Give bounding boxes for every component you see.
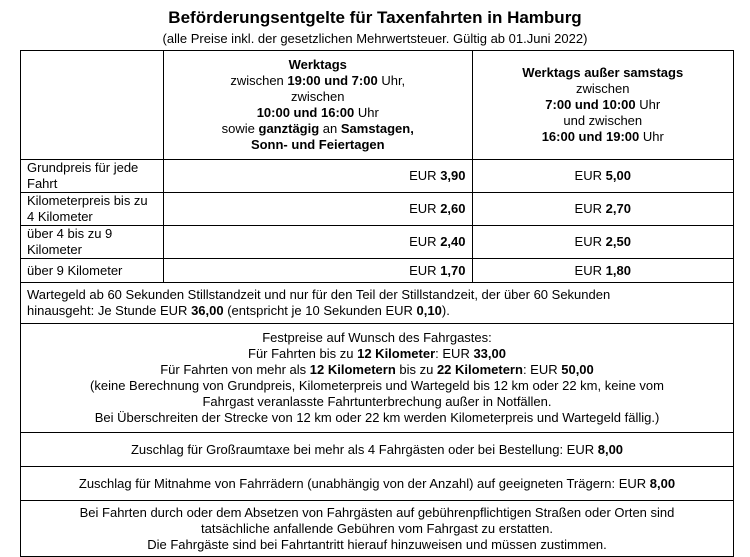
fixed-price-text: (keine Berechnung von Grundpreis, Kilometerpreis und Wartegeld bis 12 km oder 22 km, keine vom xyxy=(90,378,664,393)
toll-note-text: tatsächliche anfallende Gebühren vom Fahrgast zu erstatten. xyxy=(201,520,553,536)
row-label: Kilometerpreis bis zu 4 Kilometer xyxy=(21,193,164,226)
price-cell xyxy=(164,226,473,259)
surcharge-bicycle-cell xyxy=(21,467,734,501)
row-label: über 4 bis zu 9 Kilometer xyxy=(21,226,164,259)
waiting-fee-price: 0,10 xyxy=(416,303,442,318)
table-row xyxy=(21,193,734,226)
fixed-price-text: Fahrgast veranlasste Fahrtunterbrechung außer in Notfällen. xyxy=(202,394,552,409)
surcharge-large-taxi-row xyxy=(21,433,734,467)
fixed-price-text: bis zu xyxy=(395,362,437,377)
surcharge-text: Zuschlag für Großraumtaxe bei mehr als 4 Fahrgästen oder bei Bestellung: EUR xyxy=(130,441,598,457)
surcharge-price: 8,00 xyxy=(649,475,676,491)
col1-text: Uhr xyxy=(354,105,379,120)
toll-note-row xyxy=(21,501,734,557)
surcharge-text: Zuschlag für Mitnahme von Fahrrädern (unabhängig von der Anzahl) auf geeigneten Trägern: EUR xyxy=(78,475,650,491)
waiting-fee-cell xyxy=(21,283,734,324)
fixed-price-row xyxy=(21,324,734,433)
col1-text: Uhr, xyxy=(377,73,406,88)
fixed-price-text: Festpreise auf Wunsch des Fahrgastes: xyxy=(262,330,492,345)
waiting-fee-text: ). xyxy=(441,303,450,318)
col1-text: sowie xyxy=(221,121,259,136)
currency-label: EUR xyxy=(409,262,437,278)
fixed-price-text: : EUR xyxy=(435,346,474,361)
price-cell xyxy=(472,259,734,283)
price-value: 2,60 xyxy=(440,201,466,216)
currency-label: EUR xyxy=(574,201,602,216)
fixed-price-distance: 12 Kilometern xyxy=(309,362,396,377)
fixed-price-text: : EUR xyxy=(522,362,562,377)
col1-text: an xyxy=(319,121,341,136)
waiting-fee-text: hinausgeht: Je Stunde EUR xyxy=(27,303,192,318)
table-row xyxy=(21,160,734,193)
header-row xyxy=(21,51,734,160)
currency-label: EUR xyxy=(574,168,602,183)
currency-label: EUR xyxy=(409,168,437,183)
row-label: über 9 Kilometer xyxy=(21,259,164,283)
price-cell xyxy=(472,160,734,193)
price-value: 3,90 xyxy=(440,168,466,183)
table-row xyxy=(21,226,734,259)
col1-emph: ganztägig xyxy=(258,121,320,136)
col1-time: 19:00 und 7:00 xyxy=(287,73,378,88)
waiting-fee-text: (entspricht je 10 Sekunden EUR xyxy=(223,303,417,318)
waiting-fee-row xyxy=(21,283,734,324)
col1-text: zwischen xyxy=(291,89,345,104)
waiting-fee-text: Wartegeld ab 60 Sekunden Stillstandzeit und nur für den Teil der Stillstandzeit, der über 60 Sekunden xyxy=(27,287,611,302)
col2-text: Uhr xyxy=(635,97,661,112)
col2-heading: Werktags außer samstags xyxy=(522,65,684,80)
col1-emph: Samstagen, xyxy=(340,121,414,136)
fixed-price-distance: 22 Kilometern xyxy=(436,362,523,377)
tariff-table xyxy=(20,50,734,557)
price-value: 1,70 xyxy=(440,262,466,278)
col2-text: Uhr xyxy=(639,129,664,144)
price-cell xyxy=(164,160,473,193)
header-col-weekday-peak xyxy=(472,51,734,160)
toll-note-cell xyxy=(21,501,734,557)
price-cell xyxy=(472,193,734,226)
price-value: 2,70 xyxy=(605,201,631,216)
page-title: Beförderungsentgelte für Taxenfahrten in Hamburg xyxy=(168,8,582,27)
price-value: 2,40 xyxy=(440,234,466,249)
col1-heading: Werktags xyxy=(288,57,347,72)
col1-text: zwischen xyxy=(230,73,288,88)
fixed-price-text: Bei Überschreiten der Strecke von 12 km oder 22 km werden Kilometerpreis und Wartegeld fällig.) xyxy=(94,410,660,425)
fixed-price-cell xyxy=(21,324,734,433)
currency-label: EUR xyxy=(574,262,602,278)
price-value: 2,50 xyxy=(605,234,631,249)
col2-time: 7:00 und 10:00 xyxy=(545,97,636,112)
waiting-fee-price: 36,00 xyxy=(191,303,224,318)
toll-note-text: Die Fahrgäste sind bei Fahrtantritt hierauf hinzuweisen und müssen zustimmen. xyxy=(147,536,607,552)
currency-label: EUR xyxy=(409,234,437,249)
fixed-price-value: 50,00 xyxy=(561,362,594,377)
currency-label: EUR xyxy=(574,234,602,249)
col1-emph: Sonn- und Feiertagen xyxy=(250,137,385,152)
col1-time: 10:00 und 16:00 xyxy=(256,105,355,120)
col2-text: zwischen xyxy=(576,81,630,96)
row-label: Grundpreis für jede Fahrt xyxy=(21,160,164,193)
toll-note-text: Bei Fahrten durch oder dem Absetzen von Fahrgästen auf gebührenpflichtigen Straßen oder Orten sind xyxy=(79,504,675,520)
price-value: 5,00 xyxy=(605,168,631,183)
price-cell xyxy=(164,193,473,226)
fixed-price-distance: 12 Kilometer xyxy=(357,346,436,361)
fixed-price-text: Für Fahrten von mehr als xyxy=(160,362,310,377)
surcharge-bicycle-row xyxy=(21,467,734,501)
price-value: 1,80 xyxy=(605,262,631,278)
header-empty-cell xyxy=(21,51,164,160)
currency-label: EUR xyxy=(409,201,437,216)
header-col-weekday-night xyxy=(164,51,473,160)
col2-time: 16:00 und 19:00 xyxy=(541,129,640,144)
col2-text: und zwischen xyxy=(563,113,643,128)
fixed-price-text: Für Fahrten bis zu xyxy=(248,346,358,361)
table-row xyxy=(21,259,734,283)
surcharge-large-taxi-cell xyxy=(21,433,734,467)
price-cell xyxy=(472,226,734,259)
fixed-price-value: 33,00 xyxy=(473,346,506,361)
price-cell xyxy=(164,259,473,283)
page-subtitle: (alle Preise inkl. der gesetzlichen Mehrwertsteuer. Gültig ab 01.Juni 2022) xyxy=(162,31,588,46)
surcharge-price: 8,00 xyxy=(597,441,624,457)
